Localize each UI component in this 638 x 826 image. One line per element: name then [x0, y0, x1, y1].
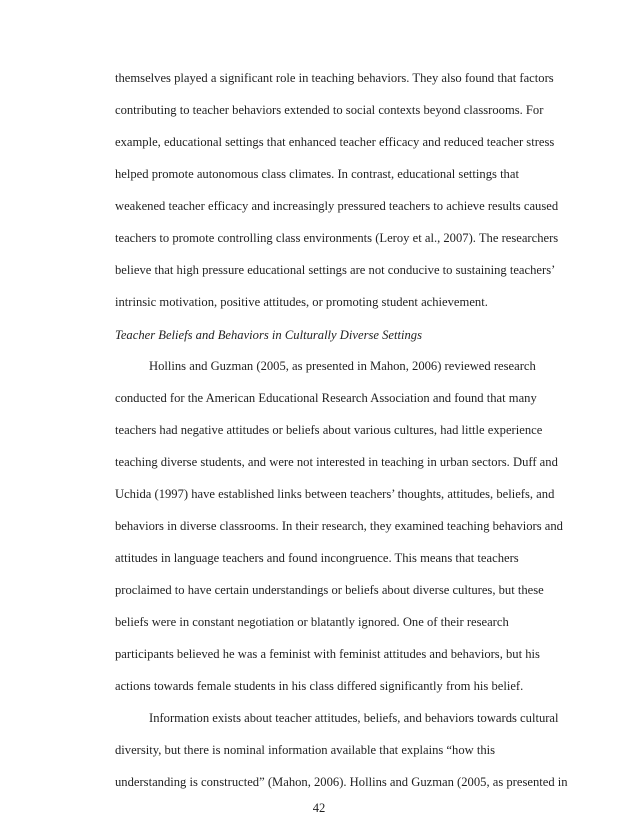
body-text-line: behaviors in diverse classrooms. In their research, they examined teaching behaviors and: [115, 519, 563, 533]
body-text-line: example, educational settings that enhanced teacher efficacy and reduced teacher stress: [115, 135, 555, 149]
body-text-line: attitudes in language teachers and found incongruence. This means that teachers: [115, 551, 519, 565]
body-text-line: Hollins and Guzman (2005, as presented in Mahon, 2006) reviewed research: [149, 359, 536, 373]
body-text-line: diversity, but there is nominal information available that explains “how this: [115, 743, 496, 757]
body-text-line: understanding is constructed” (Mahon, 2006). Hollins and Guzman (2005, as presented in: [115, 775, 568, 789]
body-text-line: conducted for the American Educational Research Association and found that many: [115, 391, 537, 405]
section-heading: Teacher Beliefs and Behaviors in Culturally Diverse Settings: [115, 328, 422, 342]
body-text-line: teaching diverse students, and were not interested in teaching in urban sectors. Duff and: [115, 455, 558, 469]
body-text-line: believe that high pressure educational settings are not conducive to sustaining teachers’: [115, 263, 556, 277]
body-text-line: teachers to promote controlling class environments (Leroy et al., 2007). The researchers: [115, 231, 559, 245]
body-text-line: beliefs were in constant negotiation or blatantly ignored. One of their research: [115, 615, 509, 629]
body-text-line: weakened teacher efficacy and increasingly pressured teachers to achieve results caused: [115, 199, 559, 213]
body-text-line: proclaimed to have certain understandings or beliefs about diverse cultures, but these: [115, 583, 544, 597]
body-text-line: actions towards female students in his class differed significantly from his belief.: [115, 679, 524, 693]
body-text-line: themselves played a significant role in teaching behaviors. They also found that factors: [115, 71, 554, 85]
body-text-line: teachers had negative attitudes or beliefs about various cultures, had little experience: [115, 423, 543, 437]
body-text-line: participants believed he was a feminist with feminist attitudes and behaviors, but his: [115, 647, 540, 661]
body-text-line: helped promote autonomous class climates. In contrast, educational settings that: [115, 167, 519, 181]
body-text-line: Uchida (1997) have established links between teachers’ thoughts, attitudes, beliefs, and: [115, 487, 555, 501]
body-text-line: intrinsic motivation, positive attitudes, or promoting student achievement.: [115, 295, 488, 309]
body-text-line: Information exists about teacher attitudes, beliefs, and behaviors towards cultural: [149, 711, 559, 725]
page-number: 42: [312, 801, 326, 815]
body-text-line: contributing to teacher behaviors extended to social contexts beyond classrooms. For: [115, 103, 544, 117]
